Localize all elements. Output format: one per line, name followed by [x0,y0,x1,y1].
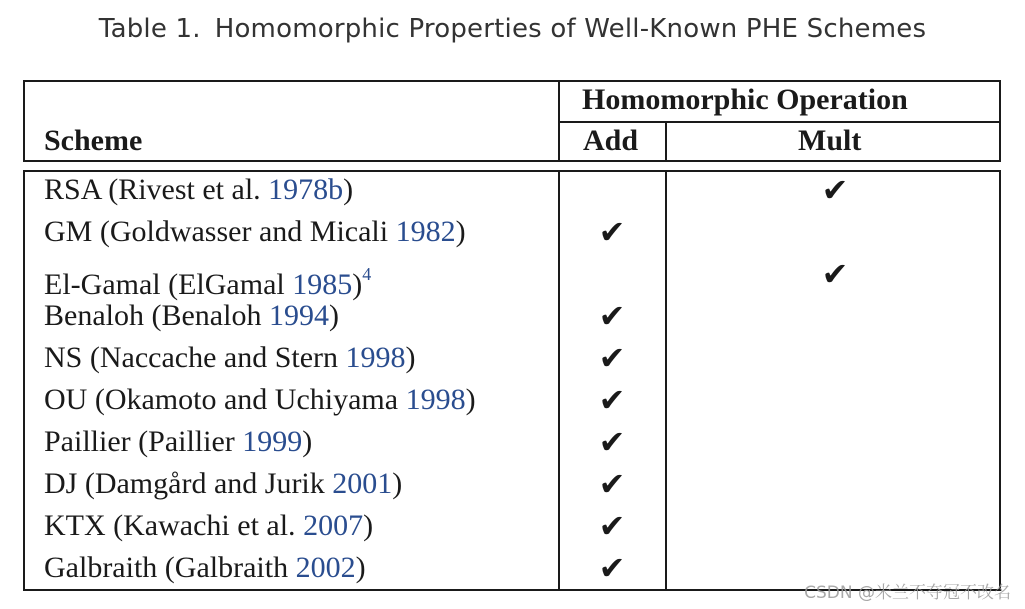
mult-check-icon: ✔ [821,255,849,293]
citation-close: ) [302,425,313,458]
add-check-icon: ✔ [598,381,626,419]
citation-close: ) [405,341,416,374]
add-check-icon: ✔ [598,213,626,251]
scheme-name: Paillier (Paillier [44,425,243,458]
citation-year-link[interactable]: 1998 [405,383,466,416]
scheme-name: El-Gamal (ElGamal [44,268,293,301]
watermark: CSDN @米兰不夺冠不改名 [804,583,1011,603]
header-scheme-label: Scheme [44,124,143,157]
add-check-icon: ✔ [598,507,626,545]
table-row [44,421,312,463]
citation-year-link[interactable]: 1978b [268,173,344,206]
citation-year-link[interactable]: 2007 [303,509,364,542]
header-mult-label: Mult [798,124,862,157]
header-group-label: Homomorphic Operation [582,83,908,116]
citation-year-link[interactable]: 1998 [345,341,406,374]
add-check-icon: ✔ [598,549,626,587]
citation-year-link[interactable]: 1985 [292,268,353,301]
scheme-name: OU (Okamoto and Uchiyama [44,383,406,416]
citation-close: ) [355,551,366,584]
citation-year-link[interactable]: 2002 [295,551,356,584]
table-row [44,253,372,301]
citation-year-link[interactable]: 1999 [242,425,303,458]
scheme-name: NS (Naccache and Stern [44,341,346,374]
citation-close: ) [363,509,374,542]
citation-year-link[interactable]: 2001 [332,467,393,500]
add-check-icon: ✔ [598,423,626,461]
citation-close: ) [392,467,403,500]
citation-close: ) [328,299,339,332]
header-scheme-divider [558,80,560,162]
table-row [44,463,402,505]
table-title: Homomorphic Properties of Well-Known PHE Schemes [214,14,927,44]
footnote-marker-link[interactable]: 4 [362,264,372,284]
body-scheme-divider [558,170,560,591]
add-check-icon: ✔ [598,465,626,503]
scheme-name: Galbraith (Galbraith [44,551,296,584]
table-row [44,505,373,547]
header-add-label: Add [583,124,639,157]
scheme-name: DJ (Damgård and Jurik [44,467,333,500]
table-row [44,169,353,211]
scheme-name: GM (Goldwasser and Micali [44,215,396,248]
header-add-divider [665,121,667,162]
table-number: Table 1. [98,14,201,44]
table-row [44,547,366,589]
citation-year-link[interactable]: 1982 [395,215,456,248]
citation-close: ) [352,268,363,301]
add-check-icon: ✔ [598,339,626,377]
table-row [44,337,416,379]
table-row [44,211,466,253]
scheme-name: KTX (Kawachi et al. [44,509,304,542]
mult-check-icon: ✔ [821,171,849,209]
table-row [44,379,476,421]
citation-year-link[interactable]: 1994 [268,299,329,332]
scheme-name: RSA (Rivest et al. [44,173,269,206]
citation-close: ) [455,215,466,248]
citation-close: ) [465,383,476,416]
scheme-name: Benaloh (Benaloh [44,299,269,332]
citation-close: ) [343,173,354,206]
table-row [44,295,339,337]
table-caption [0,14,1025,44]
add-check-icon: ✔ [598,297,626,335]
body-add-divider [665,170,667,591]
